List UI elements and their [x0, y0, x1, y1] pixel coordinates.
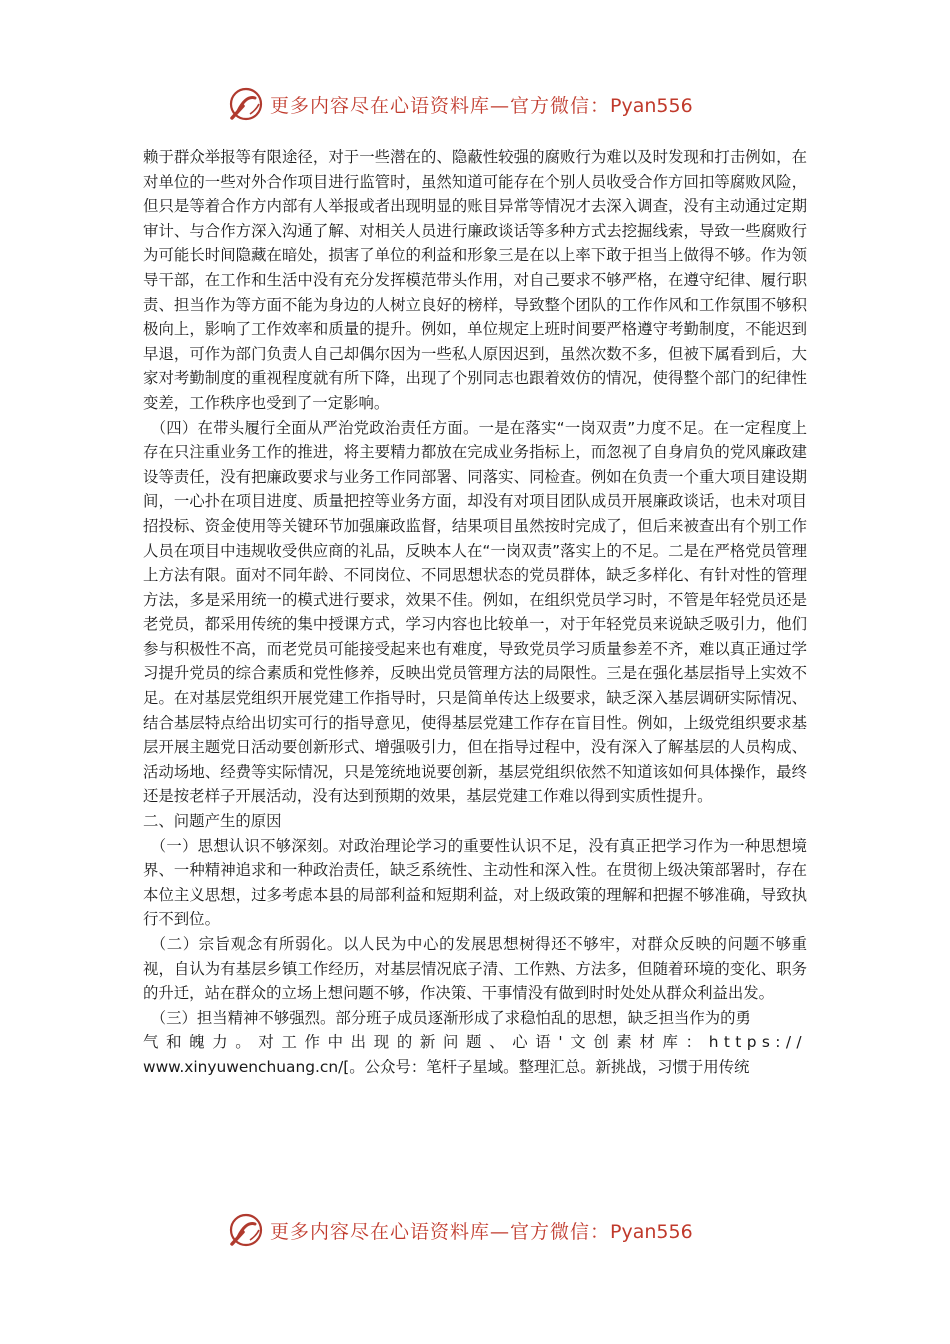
- paragraph: （一）思想认识不够深刻。对政治理论学习的重要性认识不足，没有真正把学习作为一种思想境界、一种精神追求和一种政治责任，缺乏系统性、主动性和深入性。在贯彻上级决策部署时，存在本位主义思想，过多考虑本县的局部利益和短期利益，对上级政策的理解和把握不够准确，导致执行不到位。: [143, 836, 807, 929]
- footer-banner: [226, 1210, 726, 1250]
- wechat-id: Pyan556: [610, 1220, 693, 1243]
- paragraph-line: www.xinyuwenchuang.cn/[。公众号：笔杆子星域。整理汇总。新挑战，习惯于用传统: [143, 1057, 750, 1076]
- banner-text: 更多内容尽在心语资料库—官方微信：Pyan556: [270, 1220, 693, 1243]
- pen-logo-icon: [226, 84, 266, 124]
- document-body: [143, 145, 807, 1080]
- section-heading: 二、问题产生的原因: [143, 812, 282, 831]
- paragraph: 赖于群众举报等有限途径，对于一些潜在的、隐蔽性较强的腐败行为难以及时发现和打击例如，在对单位的一些对外合作项目进行监管时，虽然知道可能存在个别人员收受合作方回扣等腐败风险，但只是等着合作方内部有人举报或者出现明显的账目异常等情况才去深入调查，没有主动通过定期审计、与合作方深入沟通了解、对相关人员进行廉政谈话等多种方式去挖掘线索，导致一些腐败行为可能长时间隐藏在暗处，损害了单位的利益和形象三是在以上率下敢于担当上做得不够。作为领导干部，在工作和生活中没有充分发挥模范带头作用，对自己要求不够严格，在遵守纪律、履行职责、担当作为等方面不能为身边的人树立良好的榜样，导致整个团队的工作作风和工作氛围不够积极向上，影响了工作效率和质量的提升。例如，单位规定上班时间要严格遵守考勤制度，不能迟到早退，可作为部门负责人自己却偶尔因为一些私人原因迟到，虽然次数不多，但被下属看到后，大家对考勤制度的重视程度就有所下降，出现了个别同志也跟着效仿的情况，使得整个部门的纪律性变差，工作秩序也受到了一定影响。: [143, 148, 807, 412]
- paragraph: （三）担当精神不够强烈。部分班子成员逐渐形成了求稳怕乱的思想，缺乏担当作为的勇: [150, 1008, 751, 1027]
- paragraph: （二）宗旨观念有所弱化。以人民为中心的发展思想树得还不够牢，对群众反映的问题不够重视，自认为有基层乡镇工作经历，对基层情况底子清、工作熟、方法多，但随着环境的变化、职务的升迁，站在群众的立场上想问题不够，作决策、干事情没有做到时时处处从群众利益出发。: [143, 935, 807, 1003]
- paragraph: （四）在带头履行全面从严治党政治责任方面。一是在落实“一岗双责”力度不足。在一定程度上存在只注重业务工作的推进，将主要精力都放在完成业务指标上，而忽视了自身肩负的党风廉政建设等责任，没有把廉政要求与业务工作同部署、同落实、同检查。例如在负责一个重大项目建设期间，一心扑在项目进度、质量把控等业务方面，却没有对项目团队成员开展廉政谈话，也未对项目招投标、资金使用等关键环节加强廉政监督，结果项目虽然按时完成了，但后来被查出有个别工作人员在项目中违规收受供应商的礼品，反映本人在“一岗双责”落实上的不足。二是在严格党员管理上方法有限。面对不同年龄、不同岗位、不同思想状态的党员群体，缺乏多样化、有针对性的管理方法，多是采用统一的模式进行要求，效果不佳。例如，在组织党员学习时，不管是年轻党员还是老党员，都采用传统的集中授课方式，学习内容也比较单一，对于年轻党员来说缺乏吸引力，他们参与积极性不高，而老党员可能接受起来也有难度，导致党员学习质量参差不齐，难以真正通过学习提升党员的综合素质和党性修养，反映出党员管理方法的局限性。三是在强化基层指导上实效不足。在对基层党组织开展党建工作指导时，只是简单传达上级要求，缺乏深入基层调研实际情况、结合基层特点给出切实可行的指导意见，使得基层党建工作存在盲目性。例如，上级党组织要求基层开展主题党日活动要创新形式、增强吸引力，但在指导过程中，没有深入了解基层的人员构成、活动场地、经费等实际情况，只是笼统地说要创新，基层党组织依然不知道该如何具体操作，最终还是按老样子开展活动，没有达到预期的效果，基层党建工作难以得到实质性提升。: [143, 418, 807, 806]
- header-banner: [226, 84, 726, 124]
- wechat-id: Pyan556: [610, 94, 693, 117]
- pen-logo-icon: [226, 1210, 266, 1250]
- paragraph-line: 气和魄力。对工作中出现的新问题、心语'文创素材库：https://: [143, 1033, 807, 1052]
- banner-text: 更多内容尽在心语资料库—官方微信：Pyan556: [270, 94, 693, 117]
